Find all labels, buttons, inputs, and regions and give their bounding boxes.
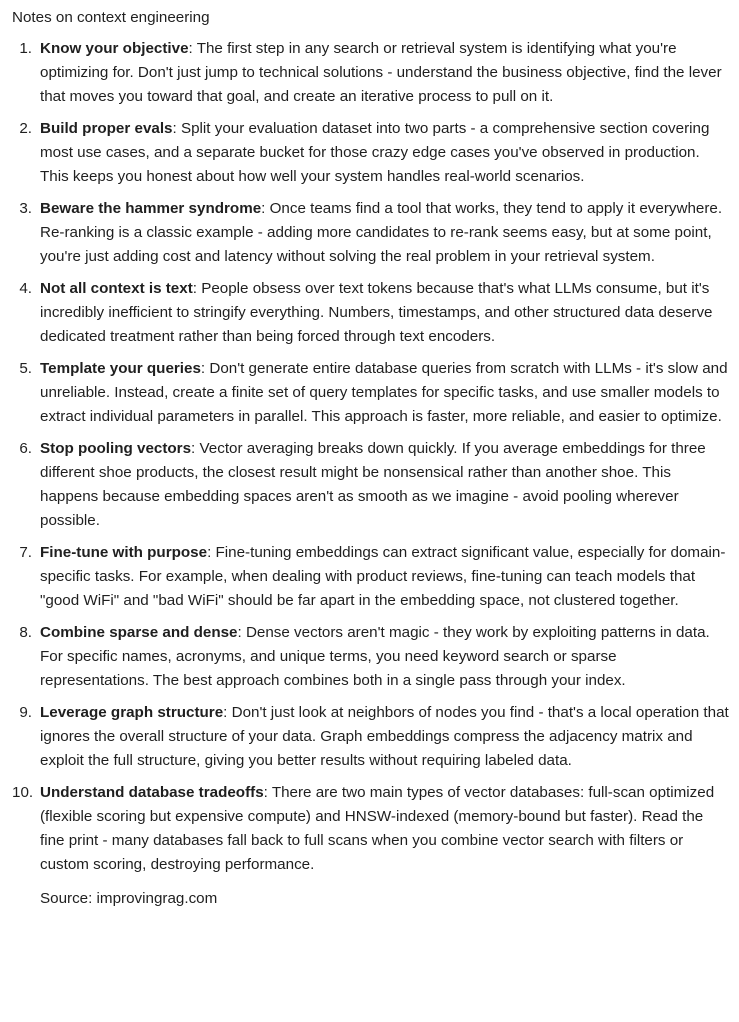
item-heading: Understand database tradeoffs	[40, 784, 264, 801]
item-body: : The first step in any search or retrieval system is identifying what you're optimizing for. Don't just jump to technical solutions - understand the business objective, find the lever that moves you toward that goal, and create an iterative process to pull on it.	[40, 40, 722, 105]
list-item	[12, 37, 729, 109]
item-heading: Stop pooling vectors	[40, 440, 192, 457]
item-heading: Template your queries	[40, 360, 201, 377]
list-item	[12, 701, 729, 773]
item-number: 8.	[19, 624, 32, 641]
item-heading: Leverage graph structure	[40, 704, 224, 721]
item-number: 6.	[19, 440, 32, 457]
source-line: Source: improvingrag.com	[40, 890, 218, 907]
item-body: : There are two main types of vector databases: full-scan optimized (flexible scoring but expensive compute) and HNSW-indexed (memory-bound but faster). Read the fine print - many databases fall back to full scans when you combine vector search with filters or custom scoring, destroying performance.	[40, 784, 715, 873]
list-item	[12, 621, 729, 693]
item-heading: Fine-tune with purpose	[40, 544, 208, 561]
item-body: : Fine-tuning embeddings can extract significant value, especially for domain-specific tasks. For example, when dealing with product reviews, fine-tuning can teach models that "good WiFi" and "bad WiFi" should be far apart in the embedding space, not clustered together.	[40, 544, 726, 609]
list-item	[12, 541, 729, 613]
list-item	[12, 781, 729, 877]
item-heading: Build proper evals	[40, 120, 173, 137]
list-item	[12, 117, 729, 189]
item-number: 4.	[19, 280, 32, 297]
item-heading: Combine sparse and dense	[40, 624, 238, 641]
item-number: 2.	[19, 120, 32, 137]
list-item	[12, 437, 729, 533]
item-body: : Don't just look at neighbors of nodes you find - that's a local operation that ignores the overall structure of your data. Graph embeddings compress the adjacency matrix and exploit the full structure, giving you better results without requiring labeled data.	[40, 704, 729, 769]
list-item	[12, 357, 729, 429]
list-item	[12, 197, 729, 269]
item-number: 9.	[19, 704, 32, 721]
item-number: 7.	[19, 544, 32, 561]
item-body: : People obsess over text tokens because that's what LLMs consume, but it's incredibly inefficient to stringify everything. Numbers, timestamps, and other structured data deserve dedicated treatment rather than being forced through text encoders.	[40, 280, 713, 345]
item-body: : Once teams find a tool that works, they tend to apply it everywhere. Re-ranking is a classic example - adding more candidates to re-rank seems easy, but at some point, you're just adding cost and latency without solving the real problem in your retrieval system.	[40, 200, 723, 265]
item-body: : Split your evaluation dataset into two parts - a comprehensive section covering most use cases, and a separate bucket for those crazy edge cases you've observed in production. This keeps you honest about how well your system handles real-world scenarios.	[40, 120, 710, 185]
item-heading: Beware the hammer syndrome	[40, 200, 262, 217]
list-item	[12, 277, 729, 349]
item-number: 10.	[12, 784, 34, 801]
item-heading: Not all context is text	[40, 280, 193, 297]
item-heading: Know your objective	[40, 40, 189, 57]
item-number: 3.	[19, 200, 32, 217]
item-body: : Dense vectors aren't magic - they work by exploiting patterns in data. For specific names, acronyms, and unique terms, you need keyword search or sparse representations. The best approach combines both in a single pass through your index.	[40, 624, 710, 689]
notes-list	[12, 37, 729, 877]
item-body: : Don't generate entire database queries from scratch with LLMs - it's slow and unreliable. Instead, create a finite set of query templates for specific tasks, and use smaller models to extract individual parameters in parallel. This approach is faster, more reliable, and easier to optimize.	[40, 360, 728, 425]
item-number: 1.	[19, 40, 32, 57]
page-title: Notes on context engineering	[12, 9, 210, 26]
item-body: : Vector averaging breaks down quickly. If you average embeddings for three different shoe products, the closest result might be nonsensical rather than another shoe. This happens because embedding spaces aren't as smooth as we imagine - avoid pooling wherever possible.	[40, 440, 706, 529]
item-number: 5.	[19, 360, 32, 377]
